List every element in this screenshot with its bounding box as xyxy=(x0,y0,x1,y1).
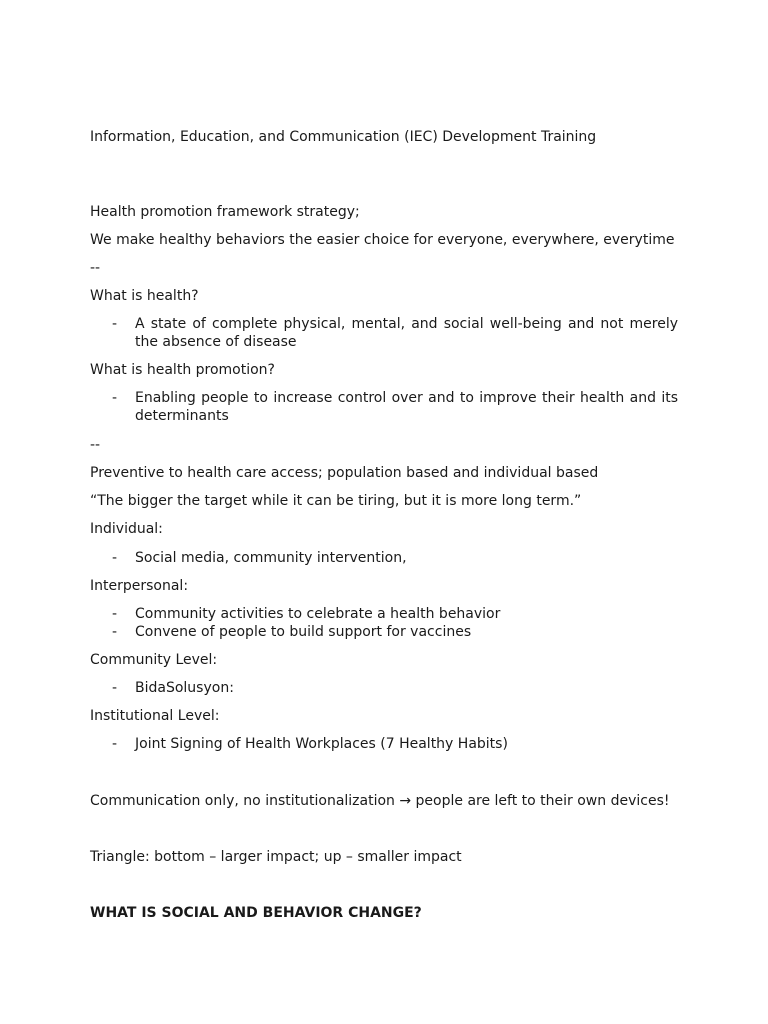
separator: -- xyxy=(90,437,101,453)
individual-label: Individual: xyxy=(90,521,163,537)
bullet-dash: - xyxy=(112,680,118,696)
community-label: Community Level: xyxy=(90,652,218,668)
bullet-dash: - xyxy=(112,624,118,640)
bullet-dash: - xyxy=(112,736,118,752)
answer-health-item xyxy=(90,315,678,351)
list-item-text: Joint Signing of Health Workplaces (7 Healthy Habits) xyxy=(135,736,508,752)
bullet-dash: - xyxy=(112,606,118,622)
list-item-text: Convene of people to build support for vaccines xyxy=(135,624,472,640)
list-item xyxy=(90,623,678,641)
interpersonal-label: Interpersonal: xyxy=(90,578,189,594)
preventive-text: Preventive to health care access; population based and individual based xyxy=(90,465,599,481)
triangle-note: Triangle: bottom – larger impact; up – smaller impact xyxy=(90,849,462,865)
question-health: What is health? xyxy=(90,288,199,304)
quote-text: “The bigger the target while it can be tiring, but it is more long term.” xyxy=(90,493,582,509)
bullet-dash: - xyxy=(112,390,118,406)
answer-promotion-item xyxy=(90,389,678,425)
list-item-text: Social media, community intervention, xyxy=(135,550,407,566)
list-item xyxy=(90,605,678,623)
communication-note: Communication only, no institutionalization → people are left to their own devices! xyxy=(90,793,670,809)
list-item-text: BidaSolusyon: xyxy=(135,680,234,696)
list-item xyxy=(90,679,678,697)
bullet-dash: - xyxy=(112,550,118,566)
list-item xyxy=(90,549,678,567)
bullet-dash: - xyxy=(112,316,118,332)
separator: -- xyxy=(90,260,101,276)
document-title: Information, Education, and Communication (IEC) Development Training xyxy=(90,129,597,145)
section-heading: WHAT IS SOCIAL AND BEHAVIOR CHANGE? xyxy=(90,905,422,921)
framework-text: We make healthy behaviors the easier choice for everyone, everywhere, everytime xyxy=(90,232,675,248)
answer-promotion-text: Enabling people to increase control over and to improve their health and its determinants xyxy=(135,390,678,424)
list-item-text: Community activities to celebrate a health behavior xyxy=(135,606,501,622)
answer-health-text: A state of complete physical, mental, and social well-being and not merely the absence of disease xyxy=(135,316,678,350)
institutional-label: Institutional Level: xyxy=(90,708,220,724)
list-item xyxy=(90,735,678,753)
framework-label: Health promotion framework strategy; xyxy=(90,204,360,220)
question-promotion: What is health promotion? xyxy=(90,362,275,378)
